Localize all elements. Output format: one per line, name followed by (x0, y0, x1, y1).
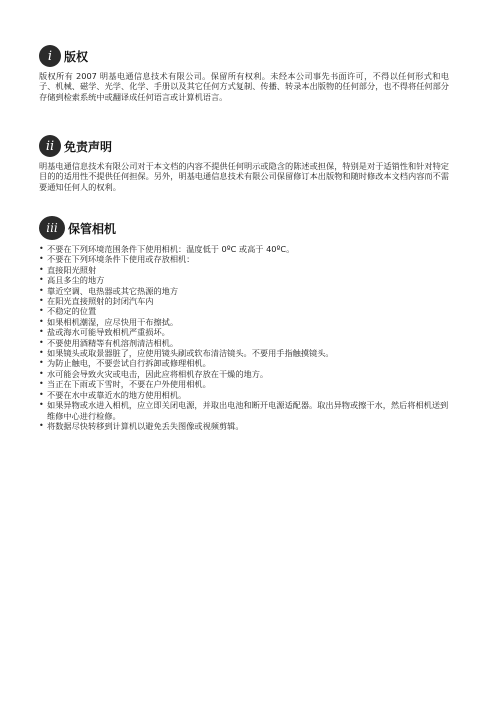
disclaimer-section (39, 133, 449, 192)
care-list-item: • 靠近空调、电热器或其它热源的地方 (39, 286, 449, 296)
care-list-item: • 如果相机潮湿，应尽快用干布擦拭。 (39, 317, 449, 327)
care-list-item: • 如果异物或水进入相机，应立即关闭电源，并取出电池和断开电源适配器。取出异物或擦干水，然后将相机送到维修中心进行检修。 (39, 400, 449, 421)
camera-care-list (39, 244, 449, 431)
care-list-item: • 如果镜头或取景器脏了，应使用镜头刷或软布清洁镜头。不要用手指触摸镜头。 (39, 348, 449, 358)
copyright-text: 版权所有 2007 明基电通信息技术有限公司。保留所有权利。未经本公司事先书面许可，不得以任何形式和电子、机械、磁学、光学、化学、手册以及其它任何方式复制、传播、转录本出版物的任何部分，也不得将任何部分存储到检索系统中或翻译成任何语言或计算机语言。 (39, 71, 449, 102)
care-list-item: • 直接阳光照射 (39, 265, 449, 275)
care-list-item: • 在阳光直接照射的封闭汽车内 (39, 296, 449, 306)
care-list-item: • 不要在下列环境条件下使用或存放相机： (39, 254, 449, 264)
camera-care-heading (39, 215, 449, 241)
care-list-item: • 不要在水中或靠近水的地方使用相机。 (39, 390, 449, 400)
care-list-item: • 不要在下列环境范围条件下使用相机：温度低于 0ºC 或高于 40ºC。 (39, 244, 449, 254)
care-list-item: • 将数据尽快转移到计算机以避免丢失图像或视频剪辑。 (39, 421, 449, 431)
care-list-item: • 不稳定的位置 (39, 306, 449, 316)
care-list-item: • 水可能会导致火灾或电击，因此应将相机存放在干燥的地方。 (39, 369, 449, 379)
care-list-item: • 盐或海水可能导致相机严重损坏。 (39, 327, 449, 337)
care-list-item: • 当正在下雨或下雪时，不要在户外使用相机。 (39, 379, 449, 389)
care-list-item: • 为防止触电，不要尝试自行拆卸或修理相机。 (39, 358, 449, 368)
camera-care-section (39, 215, 449, 431)
section-number-badge: i (39, 45, 61, 67)
disclaimer-title: 免责声明 (64, 139, 113, 154)
camera-care-title: 保管相机 (68, 221, 117, 236)
care-list-item: • 不要使用酒精等有机溶剂清洁相机。 (39, 338, 449, 348)
copyright-section (39, 43, 449, 102)
section-number-badge: iii (39, 216, 65, 240)
section-number-badge: ii (39, 135, 61, 157)
copyright-title: 版权 (64, 49, 89, 64)
disclaimer-text: 明基电通信息技术有限公司对于本文档的内容不提供任何明示或隐含的陈述或担保，特别是对于适销性和针对特定目的的适用性不提供任何担保。另外，明基电通信息技术有限公司保留修订本出版物和随时修改本文档内容而不需要通知任何人的权利。 (39, 161, 449, 192)
copyright-heading (39, 43, 449, 69)
disclaimer-heading (39, 133, 449, 159)
care-list-item: • 高且多尘的地方 (39, 275, 449, 285)
